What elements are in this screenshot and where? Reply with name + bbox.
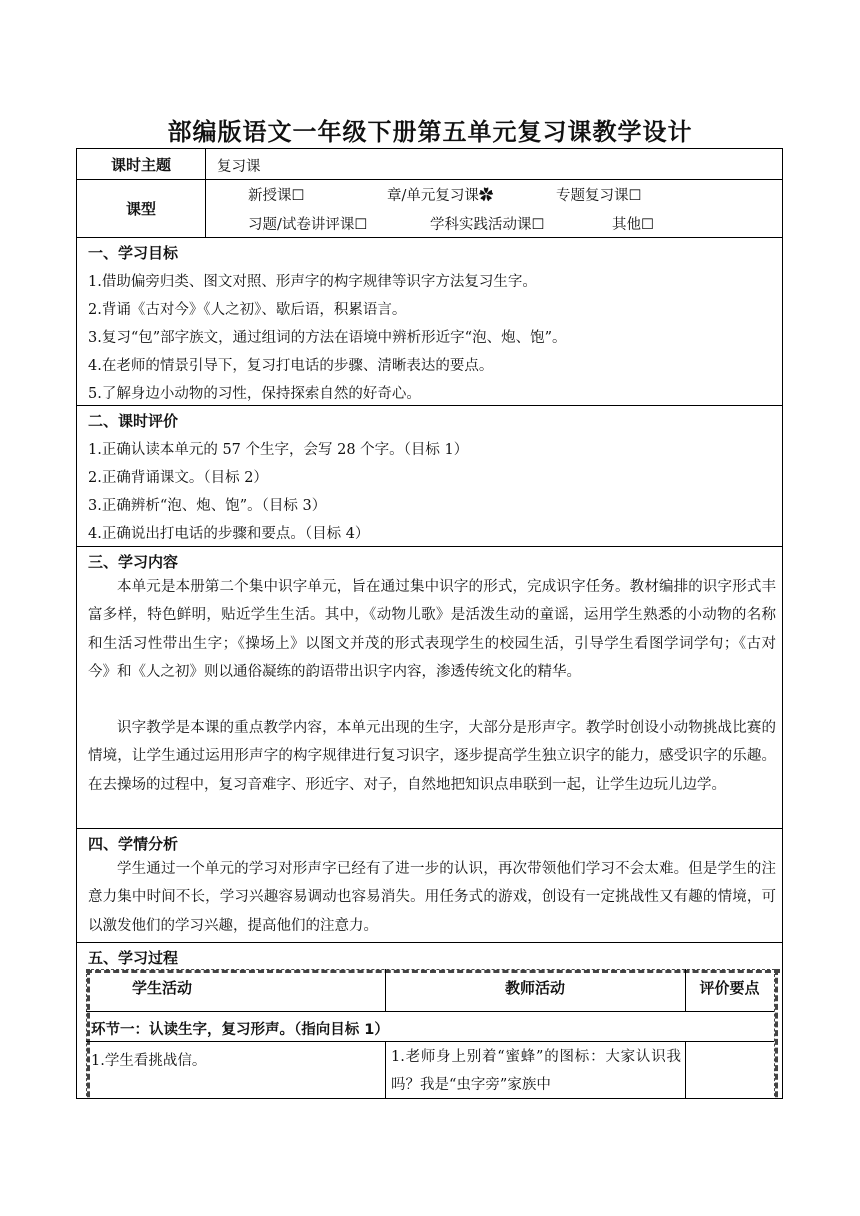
evaluation-item: 4.正确说出打电话的步骤和要点。（目标 4）	[88, 526, 370, 542]
document-title: 部编版语文一年级下册第五单元复习课教学设计	[167, 118, 693, 146]
goal-item: 3.复习“包”部字族文，通过组词的方法在语境中辨析形近字“泡、炮、饱”。	[88, 330, 567, 346]
topic-label: 课时主题	[77, 149, 206, 179]
inner-col-divider-4	[685, 1041, 686, 1099]
goal-item: 1.借助偏旁归类、图文对照、形声字的构字规律等识字方法复习生字。	[88, 274, 537, 290]
type-option-unit-review: 章/单元复习课✿	[387, 188, 494, 204]
inner-segment-bottom	[86, 1041, 774, 1042]
topic-row	[77, 149, 782, 180]
type-option-topic-review: 专题复习课☐	[556, 188, 642, 204]
evaluation-item: 2.正确背诵课文。（目标 2）	[88, 470, 268, 486]
type-row	[77, 180, 782, 238]
type-option-other: 其他☐	[612, 217, 654, 233]
goal-item: 2.背诵《古对今》《人之初》、歇后语，积累语言。	[88, 302, 407, 318]
content-section	[77, 547, 782, 829]
column-header-teacher: 教师活动	[504, 979, 565, 997]
topic-value: 复习课	[217, 159, 261, 175]
analysis-section	[77, 829, 782, 943]
evaluation-item: 1.正确认读本单元的 57 个生字，会写 28 个字。（目标 1）	[88, 442, 469, 458]
process-section	[77, 943, 782, 1099]
inner-col-divider-3	[385, 1041, 386, 1099]
type-option-new: 新授课☐	[248, 188, 305, 204]
goals-section	[77, 238, 782, 406]
evaluation-section	[77, 406, 782, 547]
type-option-exercise: 习题/试卷讲评课☐	[248, 217, 368, 233]
goal-item: 4.在老师的情景引导下，复习打电话的步骤、清晰表达的要点。	[88, 358, 494, 374]
segment-title: 环节一：认读生字，复习形声。（指向目标 1）	[91, 1022, 389, 1038]
process-heading: 五、学习过程	[88, 949, 179, 967]
column-header-student: 学生活动	[131, 979, 192, 997]
evaluation-heading: 二、课时评价	[88, 412, 179, 430]
goal-item: 5.了解身边小动物的习性，保持探索自然的好奇心。	[88, 386, 421, 402]
type-option-practice: 学科实践活动课☐	[430, 217, 545, 233]
content-heading: 三、学习内容	[88, 553, 179, 571]
content-paragraph: 识字教学是本课的重点教学内容，本单元出现的生字，大部分是形声字。教学时创设小动物挑战比赛的情境，让学生通过运用形声字的构字规律进行复习识字，逐步提高学生独立识字的能力，感受识字的乐趣。在去操场的过程中，复习音难字、形近字、对子，自然地把知识点串联到一起，让学生边玩儿边学。	[88, 720, 776, 793]
evaluation-item: 3.正确辨析“泡、炮、饱”。（目标 3）	[88, 498, 327, 514]
content-paragraph: 本单元是本册第二个集中识字单元，旨在通过集中识字的形式，完成识字任务。教材编排的识字形式丰富多样，特色鲜明，贴近学生生活。其中，《动物儿歌》是活泼生动的童谣，运用学生熟悉的小动物的名称和生活习性带出生字；《操场上》以图文并茂的形式表现学生的校园生活，引导学生看图学词学句；《古对今》和《人之初》则以通俗凝练的韵语带出识字内容，渗透传统文化的精华。	[88, 579, 776, 681]
type-label: 课型	[77, 180, 206, 237]
inner-table-right	[774, 969, 778, 1099]
column-header-evaluation: 评价要点	[699, 979, 760, 997]
goals-heading: 一、学习目标	[88, 244, 179, 262]
inner-table-top	[86, 969, 780, 973]
student-activity: 1.学生看挑战信。	[91, 1053, 207, 1069]
teacher-activity: 1.老师身上别着“蜜蜂”的图标：大家认识我吗？我是“虫字旁”家族中	[391, 1049, 681, 1094]
lesson-plan-table	[76, 148, 783, 1099]
analysis-paragraph: 学生通过一个单元的学习对形声字已经有了进一步的认识，再次带领他们学习不会太难。但是学生的注意力集中时间不长，学习兴趣容易调动也容易消失。用任务式的游戏，创设有一定挑战性又有趣的情境，可以激发他们的学习兴趣，提高他们的注意力。	[88, 861, 776, 934]
analysis-heading: 四、学情分析	[88, 835, 179, 853]
inner-header-bottom	[86, 1011, 774, 1012]
